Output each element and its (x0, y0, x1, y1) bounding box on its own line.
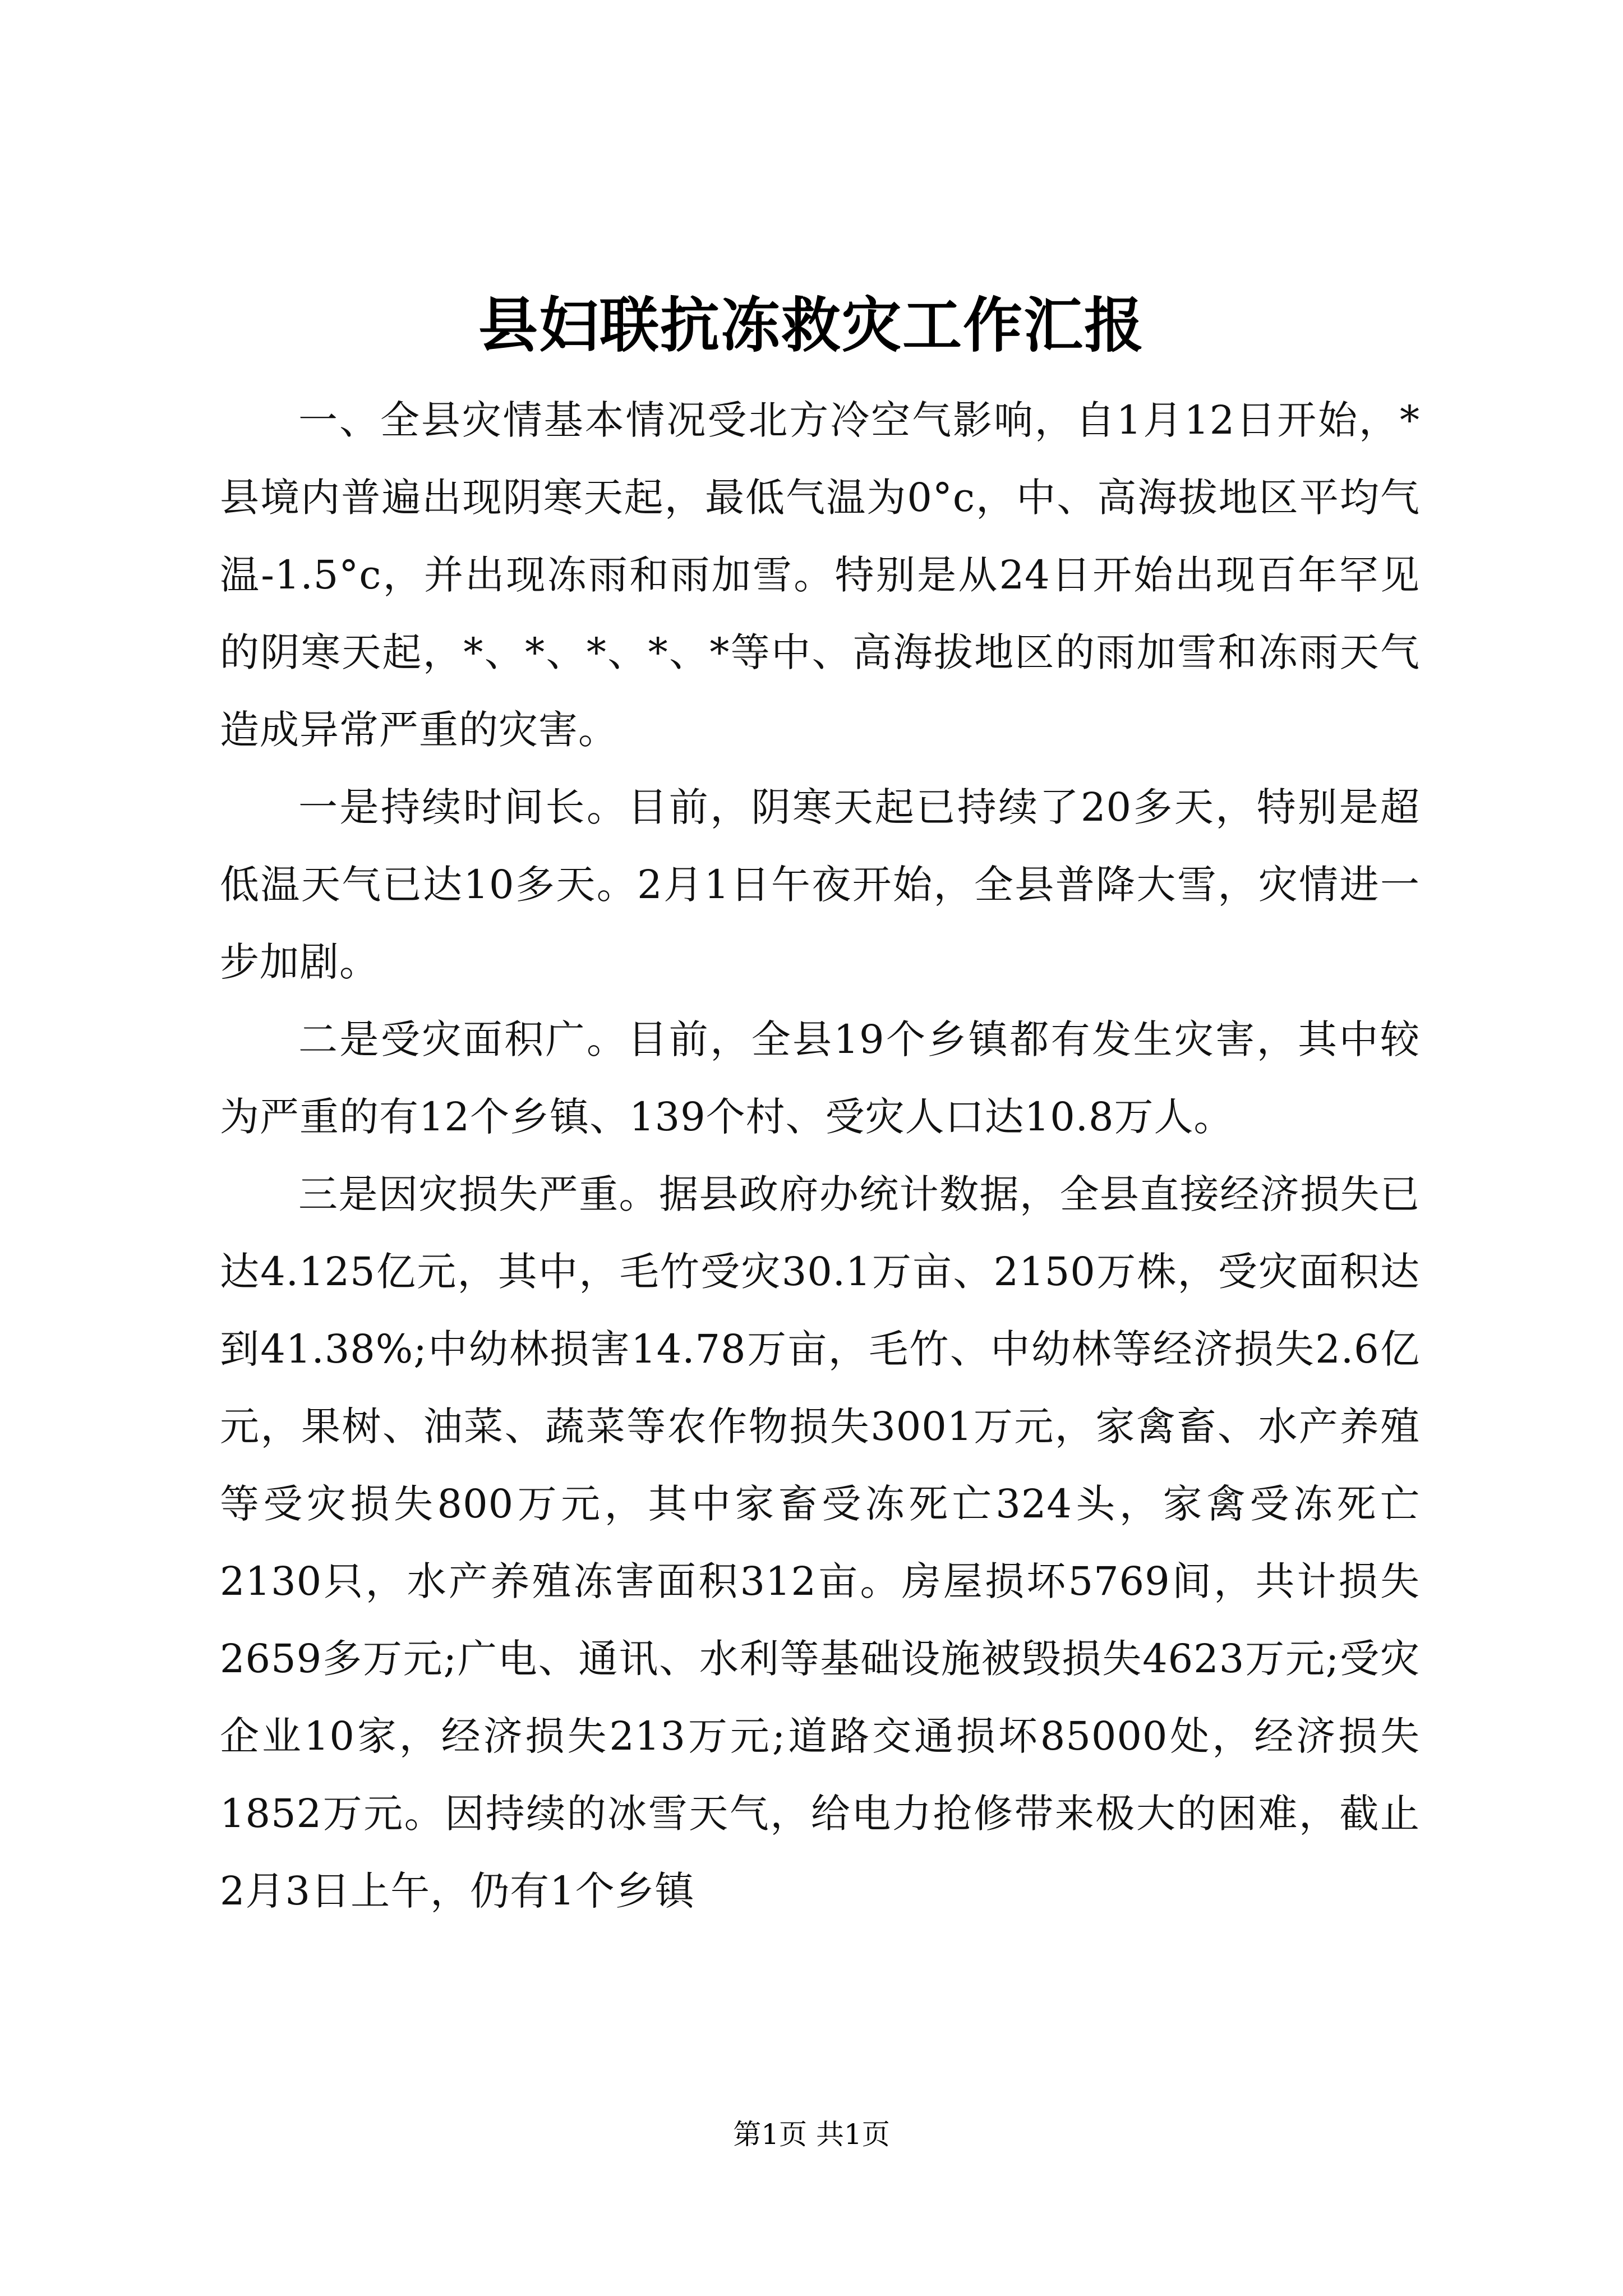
paragraph: 一是持续时间长。目前，阴寒天起已持续了20多天，特别是超低温天气已达10多天。2月1日午夜开始，全县普降大雪，灾情进一步加剧。 (220, 784, 1420, 985)
paragraph: 一、全县灾情基本情况受北方冷空气影响，自1月12日开始，*县境内普遍出现阴寒天起，最低气温为0°c，中、高海拔地区平均气温-1.5°c，并出现冻雨和雨加雪。特别是从24日开始出现百年罕见的阴寒天起，*、*、*、*、*等中、高海拔地区的雨加雪和冻雨天气造成异常严重的灾害。 (220, 397, 1420, 753)
paragraph: 二是受灾面积广。目前，全县19个乡镇都有发生灾害，其中较为严重的有12个乡镇、139个村、受灾人口达10.8万人。 (220, 1016, 1420, 1140)
document-body (220, 381, 1420, 1930)
paragraph: 三是因灾损失严重。据县政府办统计数据，全县直接经济损失已达4.125亿元，其中，毛竹受灾30.1万亩、2150万株，受灾面积达到41.38%;中幼林损害14.78万亩，毛竹、中幼林等经济损失2.6亿元，果树、油菜、蔬菜等农作物损失3001万元，家禽畜、水产养殖等受灾损失800万元，其中家畜受冻死亡324头，家禽受冻死亡2130只，水产养殖冻害面积312亩。房屋损坏5769间，共计损失2659多万元;广电、通讯、水利等基础设施被毁损失4623万元;受灾企业10家，经济损失213万元;道路交通损坏85000处，经济损失1852万元。因持续的冰雪天气，给电力抢修带来极大的困难，截止2月3日上午，仍有1个乡镇 (220, 1171, 1420, 1914)
document-title: 县妇联抗冻救灾工作汇报 (478, 290, 1145, 360)
page-footer: 第1页 共1页 (733, 2118, 890, 2151)
